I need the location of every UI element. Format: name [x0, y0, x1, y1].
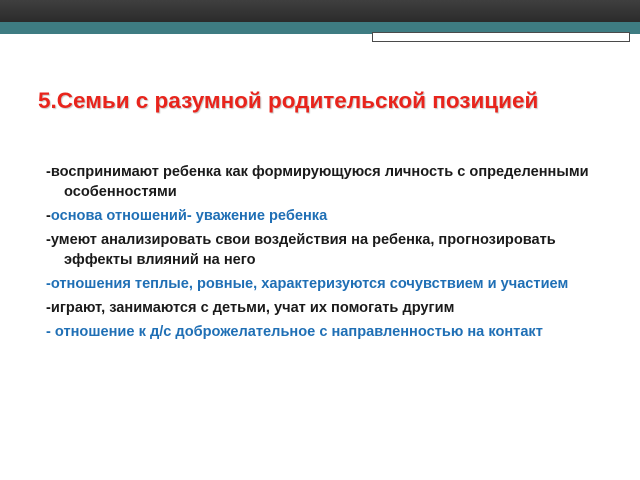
list-item [46, 322, 616, 342]
item-text: -отношения теплые, ровные, характеризуются сочувствием и участием [46, 276, 569, 292]
list-item [46, 162, 616, 202]
list-item [46, 230, 616, 270]
item-text: -воспринимают ребенка как формирующуюся личность с определенными особенностями [46, 164, 589, 200]
item-text: -умеют анализировать свои воздействия на ребенка, прогнозировать эффекты влияний на него [46, 232, 556, 268]
bullet-list [46, 162, 616, 346]
item-prefix: - [46, 208, 51, 224]
item-text: -играют, занимаются с детьми, учат их помогать другим [46, 300, 455, 316]
item-text: - отношение к д/с доброжелательное с направленностью на контакт [46, 324, 543, 340]
list-item [46, 298, 616, 318]
top-dark-bar [0, 0, 640, 22]
slide-title: 5.Семьи с разумной родительской позицией [38, 88, 539, 113]
decorative-rectangle [372, 32, 630, 42]
list-item [46, 206, 616, 226]
item-text: основа отношений- уважение ребенка [50, 208, 328, 224]
list-item [46, 274, 616, 294]
